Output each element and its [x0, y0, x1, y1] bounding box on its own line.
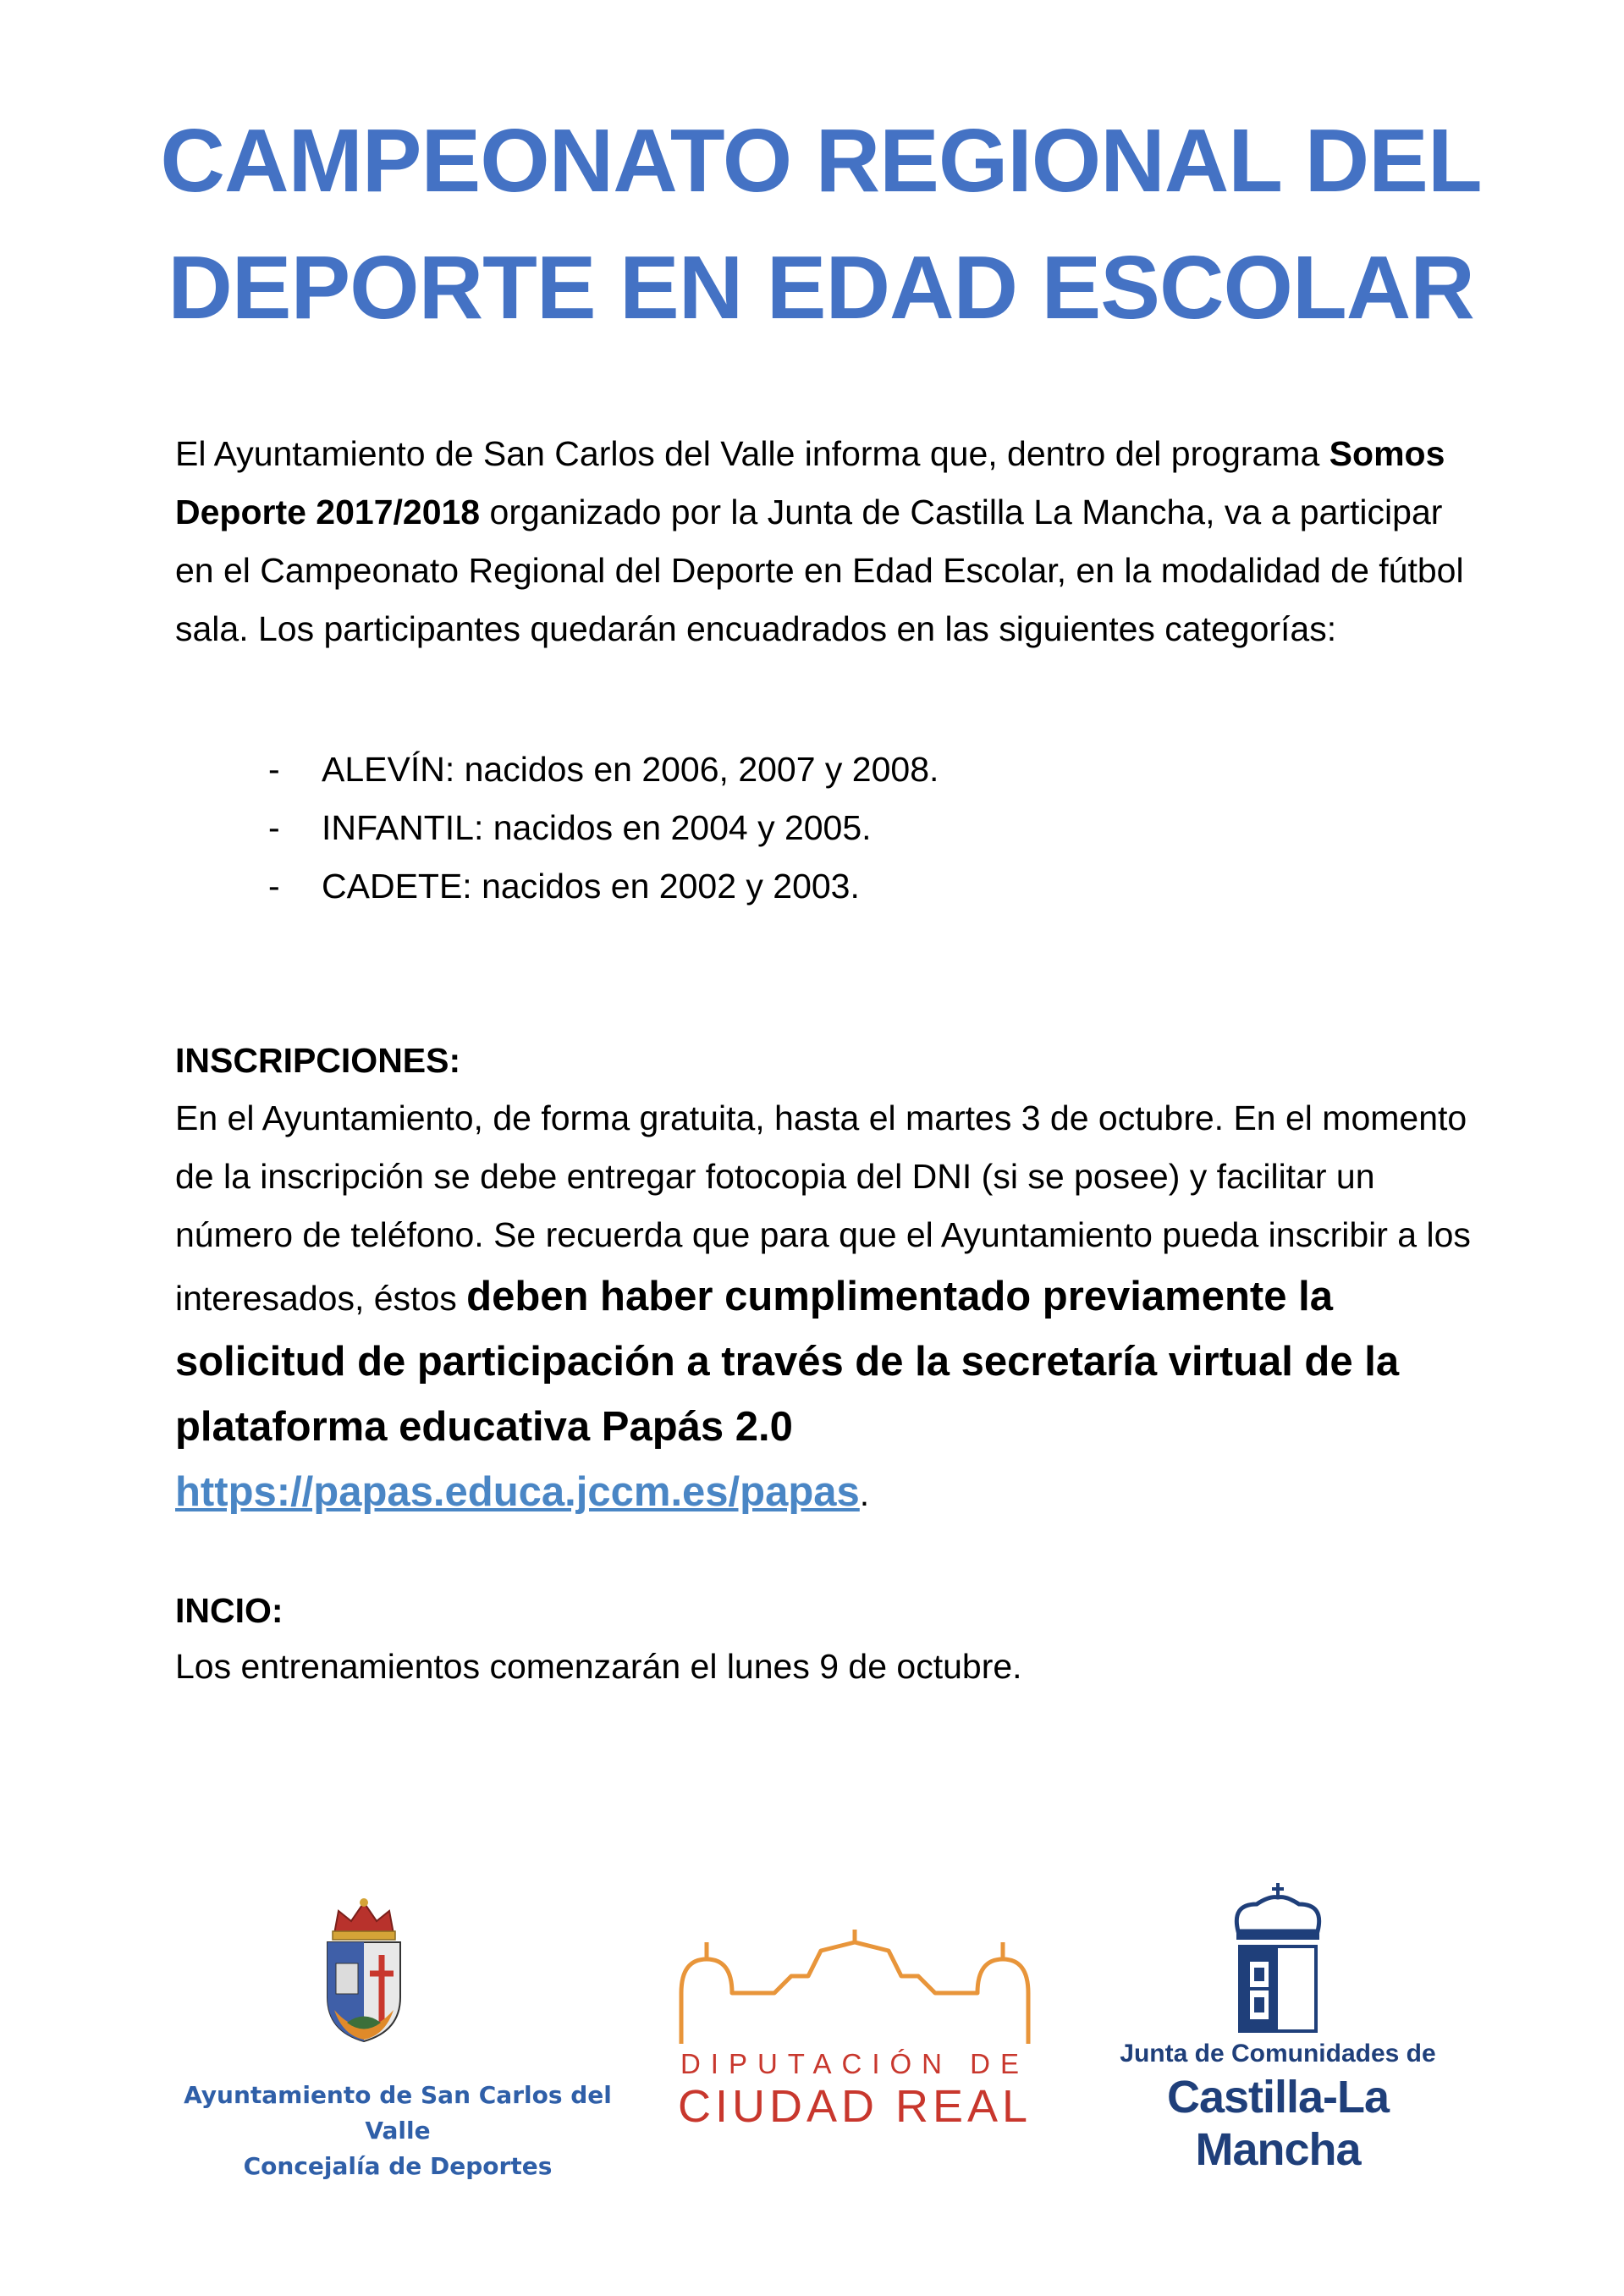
category-item [175, 799, 939, 857]
incio-heading: INCIO: [175, 1591, 284, 1630]
category-text: CADETE: nacidos en 2002 y 2003. [322, 867, 860, 906]
diputacion-line-1: DIPUTACIÓN DE [680, 2048, 1030, 2079]
dash-bullet: - [268, 750, 280, 789]
ayuntamiento-caption [165, 2078, 630, 2184]
papas-link[interactable]: https://papas.educa.jccm.es/papas [175, 1469, 860, 1515]
category-item [175, 857, 939, 916]
intro-text-end: organizado por la Junta de Castilla La Mancha, va a participar en el Campeonato Regional del Deporte en Edad Escolar, en la modalidad de fútbol sala. Los participantes quedarán encuadrados en las siguientes categorías: [175, 493, 1464, 648]
category-item [175, 741, 939, 799]
intro-paragraph [175, 425, 1478, 658]
document-title [127, 97, 1515, 351]
jccm-line-2: Castilla-La Mancha [1166, 2072, 1390, 2175]
inscripciones-end: . [859, 1474, 870, 1513]
inscripciones-paragraph [175, 1089, 1478, 1525]
category-list [175, 741, 939, 916]
category-text: ALEVÍN: nacidos en 2006, 2007 y 2008. [322, 750, 939, 789]
jccm-crown-shield-logo [1223, 1879, 1333, 2035]
crown-icon [1236, 1883, 1319, 1940]
dash-bullet: - [268, 808, 280, 847]
title-line-1: CAMPEONATO REGIONAL DEL [160, 111, 1482, 211]
category-text: INFANTIL: nacidos en 2004 y 2005. [322, 808, 872, 847]
crown-icon [333, 1898, 395, 1940]
title-line-2: DEPORTE EN EDAD ESCOLAR [168, 238, 1474, 338]
jccm-line-1: Junta de Comunidades de [1120, 2040, 1436, 2068]
diputacion-line-2: CIUDAD REAL [677, 2081, 1032, 2132]
intro-text-start: El Ayuntamiento de San Carlos del Valle informa que, dentro del programa [175, 434, 1329, 473]
incio-paragraph: Los entrenamientos comenzarán el lunes 9 de octubre. [175, 1647, 1022, 1686]
concejalia-name: Concejalía de Deportes [243, 2152, 553, 2180]
ayuntamiento-name: Ayuntamiento de San Carlos del Valle [184, 2081, 612, 2145]
inscripciones-highlight: deben haber cumplimentado previamente la solicitud de participación a través de la secretaría virtual de la plataforma educativa Papás 2.0 [175, 1274, 1400, 1450]
dash-bullet: - [268, 867, 280, 906]
program-name: Somos Deporte 2017/2018 [175, 434, 1445, 531]
inscripciones-text: En el Ayuntamiento, de forma gratuita, hasta el martes 3 de octubre. En el momento de la inscripción se debe entregar fotocopia del DNI (si se posee) y facilitar un número de teléfono. Se recuerda que para que el Ayuntamiento pueda inscribir a los interesados, éstos [175, 1098, 1471, 1318]
ayuntamiento-coat-of-arms-logo [317, 1896, 410, 2044]
inscripciones-heading: INSCRIPCIONES: [175, 1041, 461, 1080]
